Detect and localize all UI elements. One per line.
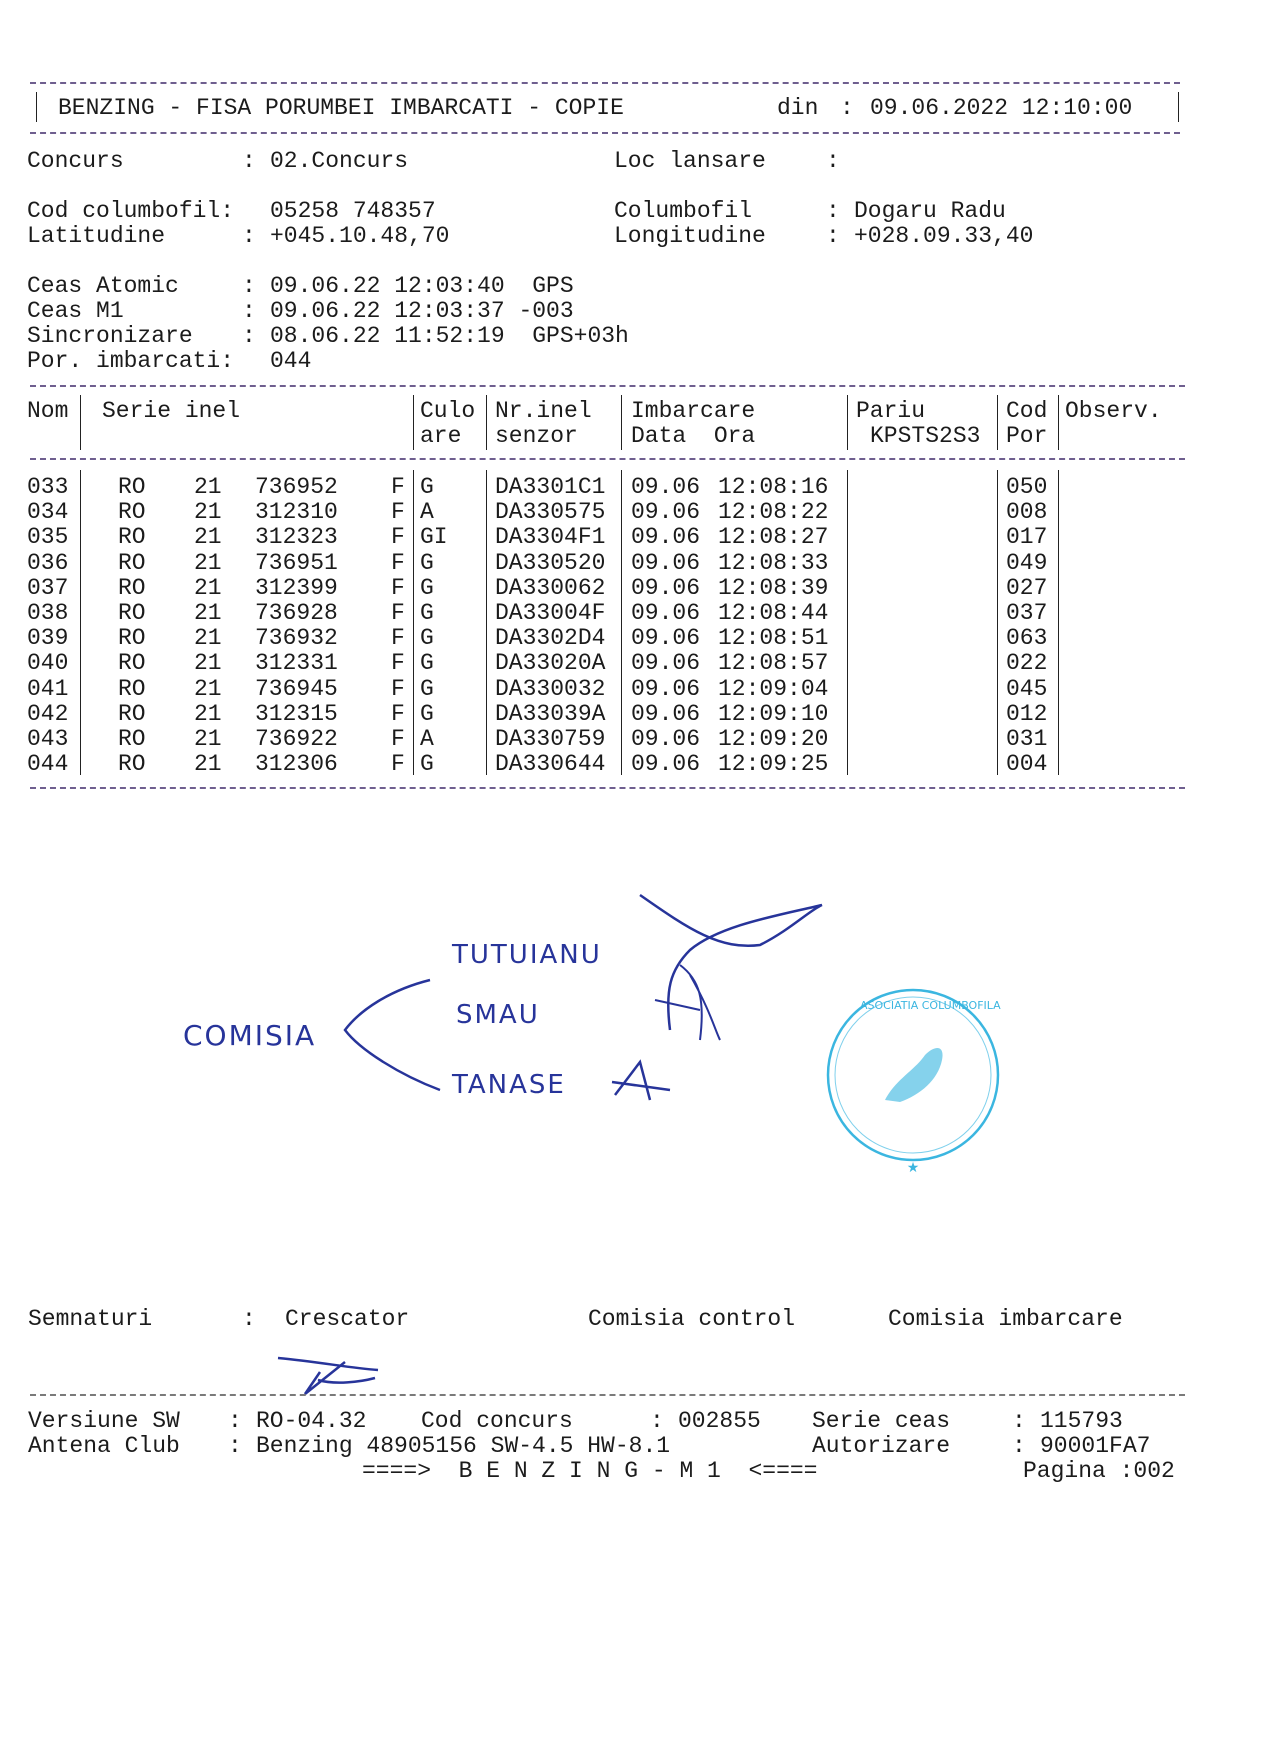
handwritten-comisia: COMISIA <box>183 1019 317 1052</box>
longitudine-label: Longitudine <box>614 223 766 249</box>
cell-nom: 040 <box>27 650 69 677</box>
signature-scribble-2 <box>655 965 720 1040</box>
cell-cod: 031 <box>1006 726 1048 752</box>
versiune-label: Versiune SW <box>28 1408 180 1434</box>
cell-nom: 038 <box>27 600 69 626</box>
cell-cod: 063 <box>1006 625 1048 652</box>
cell-time: 12:09:25 <box>718 751 829 778</box>
latitudine-label: Latitudine <box>27 223 166 249</box>
longitudine-colon: : <box>826 223 840 249</box>
cell-sex: F <box>391 726 405 752</box>
cod-columbofil-value: 05258 748357 <box>270 198 436 224</box>
cell-date: 09.06 <box>631 474 701 500</box>
cell-sensor: DA33020A <box>495 650 606 677</box>
concurs-value: 02.Concurs <box>270 148 409 174</box>
cell-sensor: DA3301C1 <box>495 474 606 500</box>
cell-time: 12:08:57 <box>718 650 829 677</box>
autorizare-colon: : <box>1012 1433 1026 1459</box>
sincronizare-value: 08.06.22 11:52:19 GPS+03h <box>270 323 629 349</box>
footer-top-border <box>30 1394 1185 1396</box>
cell-year: 21 <box>194 700 222 727</box>
handwritten-name-3: TANASE <box>452 1070 566 1100</box>
col-header-pariu-2: KPSTS2S3 <box>870 423 981 449</box>
cell-country: RO <box>118 675 146 702</box>
cell-time: 12:08:51 <box>718 625 829 652</box>
semnaturi-colon: : <box>242 1306 256 1332</box>
header-date-value: 09.06.2022 12:10:00 <box>870 95 1133 121</box>
cell-year: 21 <box>194 675 222 702</box>
cell-sex: F <box>391 650 405 677</box>
handwritten-name-1: TUTUIANU <box>452 940 602 970</box>
cell-year: 21 <box>194 549 222 576</box>
latitudine-value: +045.10.48,70 <box>270 223 450 249</box>
bracket-stroke <box>345 980 440 1090</box>
cell-sex: F <box>391 474 405 500</box>
signature-scribble-3 <box>612 1062 670 1100</box>
crescator-signature <box>278 1358 378 1394</box>
cell-cod: 050 <box>1006 474 1048 500</box>
sincronizare-colon: : <box>242 323 256 349</box>
serie-ceas-label: Serie ceas <box>812 1408 951 1434</box>
cell-date: 09.06 <box>631 549 701 576</box>
loc-lansare-colon: : <box>826 148 840 174</box>
cell-nom: 041 <box>27 675 69 702</box>
cell-country: RO <box>118 524 146 551</box>
cell-sensor: DA330520 <box>495 549 606 576</box>
latitudine-colon: : <box>242 223 256 249</box>
cell-nom: 044 <box>27 751 69 778</box>
cell-color: G <box>420 474 434 500</box>
col-header-nom: Nom <box>27 398 69 424</box>
cell-cod: 027 <box>1006 574 1048 601</box>
cell-sensor: DA330032 <box>495 675 606 702</box>
cell-sensor: DA33004F <box>495 600 606 626</box>
autorizare-label: Autorizare <box>812 1433 951 1459</box>
cell-color: G <box>420 549 434 576</box>
cell-sex: F <box>391 700 405 727</box>
cell-color: G <box>420 751 434 778</box>
col-header-culo-1: Culo <box>420 398 476 424</box>
ceas-m1-value: 09.06.22 12:03:37 -003 <box>270 298 574 324</box>
cell-country: RO <box>118 549 146 576</box>
cell-year: 21 <box>194 524 222 551</box>
columbofil-colon: : <box>826 198 840 224</box>
cell-date: 09.06 <box>631 600 701 626</box>
concurs-label: Concurs <box>27 148 124 174</box>
antena-value: Benzing 48905156 SW-4.5 HW-8.1 <box>256 1433 671 1459</box>
brand-line: ====> B E N Z I N G - M 1 <==== <box>362 1458 818 1484</box>
cell-cod: 008 <box>1006 499 1048 526</box>
versiune-colon: : <box>228 1408 242 1434</box>
cell-date: 09.06 <box>631 499 701 526</box>
versiune-value: RO-04.32 <box>256 1408 367 1434</box>
cell-nom: 033 <box>27 474 69 500</box>
cell-color: A <box>420 499 434 526</box>
cell-year: 21 <box>194 726 222 752</box>
cell-sensor: DA3304F1 <box>495 524 606 551</box>
cell-cod: 012 <box>1006 700 1048 727</box>
por-imbarcati-label: Por. imbarcati: <box>27 348 235 374</box>
cell-color: G <box>420 600 434 626</box>
cell-year: 21 <box>194 600 222 626</box>
cell-color: G <box>420 625 434 652</box>
cell-year: 21 <box>194 574 222 601</box>
cell-date: 09.06 <box>631 675 701 702</box>
cell-time: 12:08:16 <box>718 474 829 500</box>
cell-nom: 037 <box>27 574 69 601</box>
col-header-nrinel-1: Nr.inel <box>495 398 592 424</box>
cell-date: 09.06 <box>631 625 701 652</box>
cell-year: 21 <box>194 751 222 778</box>
cell-country: RO <box>118 650 146 677</box>
cell-country: RO <box>118 726 146 752</box>
antena-colon: : <box>228 1433 242 1459</box>
signature-scribble-1 <box>640 895 822 1030</box>
cell-time: 12:08:44 <box>718 600 829 626</box>
cell-time: 12:09:10 <box>718 700 829 727</box>
cell-color: G <box>420 700 434 727</box>
ceas-m1-label: Ceas M1 <box>27 298 124 324</box>
cell-sensor: DA330644 <box>495 751 606 778</box>
cell-sex: F <box>391 600 405 626</box>
cell-color: G <box>420 675 434 702</box>
cell-date: 09.06 <box>631 524 701 551</box>
cell-country: RO <box>118 700 146 727</box>
cell-date: 09.06 <box>631 751 701 778</box>
crescator-label: Crescator <box>285 1306 410 1332</box>
cell-nom: 036 <box>27 549 69 576</box>
serie-ceas-value: 115793 <box>1040 1408 1123 1434</box>
cell-year: 21 <box>194 650 222 677</box>
cell-nom: 043 <box>27 726 69 752</box>
cell-ring: 736952 <box>255 474 338 500</box>
cell-time: 12:08:39 <box>718 574 829 601</box>
cod-columbofil-label: Cod columbofil: <box>27 198 235 224</box>
cell-cod: 049 <box>1006 549 1048 576</box>
header-date-label: din <box>777 95 819 121</box>
cell-time: 12:08:33 <box>718 549 829 576</box>
cell-sex: F <box>391 574 405 601</box>
cell-nom: 034 <box>27 499 69 526</box>
columbofil-value: Dogaru Radu <box>854 198 1006 224</box>
cell-time: 12:09:20 <box>718 726 829 752</box>
cell-color: G <box>420 574 434 601</box>
col-header-imbarcare-1: Imbarcare <box>631 398 756 424</box>
cell-country: RO <box>118 751 146 778</box>
cod-concurs-label: Cod concurs <box>421 1408 573 1434</box>
cell-ring: 312331 <box>255 650 338 677</box>
ceas-m1-colon: : <box>242 298 256 324</box>
ceas-atomic-value: 09.06.22 12:03:40 GPS <box>270 273 574 299</box>
col-header-observ: Observ. <box>1065 398 1162 424</box>
col-header-culo-2: are <box>420 423 462 449</box>
cell-country: RO <box>118 600 146 626</box>
ceas-atomic-colon: : <box>242 273 256 299</box>
cell-date: 09.06 <box>631 726 701 752</box>
document-title: BENZING - FISA PORUMBEI IMBARCATI - COPIE <box>58 95 624 121</box>
cell-sex: F <box>391 751 405 778</box>
cell-country: RO <box>118 574 146 601</box>
col-header-cod-2: Por <box>1006 423 1048 449</box>
cell-ring: 312310 <box>255 499 338 526</box>
stamp-text: ASOCIATIA COLUMBOFILA <box>860 999 1001 1012</box>
cell-sex: F <box>391 549 405 576</box>
cell-ring: 312315 <box>255 700 338 727</box>
cell-color: A <box>420 726 434 752</box>
cell-nom: 035 <box>27 524 69 551</box>
comisia-control-label: Comisia control <box>588 1306 796 1332</box>
header-date-colon: : <box>840 95 854 121</box>
cell-sex: F <box>391 499 405 526</box>
cell-country: RO <box>118 474 146 500</box>
cell-time: 12:08:22 <box>718 499 829 526</box>
columbofil-label: Columbofil <box>614 198 753 224</box>
cell-cod: 045 <box>1006 675 1048 702</box>
cell-ring: 736945 <box>255 675 338 702</box>
cell-date: 09.06 <box>631 700 701 727</box>
cod-concurs-colon: : <box>650 1408 664 1434</box>
cell-sensor: DA330575 <box>495 499 606 526</box>
cell-year: 21 <box>194 625 222 652</box>
cell-sensor: DA3302D4 <box>495 625 606 652</box>
antena-label: Antena Club <box>28 1433 180 1459</box>
autorizare-value: 90001FA7 <box>1040 1433 1151 1459</box>
col-header-nrinel-2: senzor <box>495 423 578 449</box>
cell-date: 09.06 <box>631 650 701 677</box>
por-imbarcati-value: 044 <box>270 348 312 374</box>
page-number: Pagina :002 <box>1023 1458 1175 1484</box>
cell-cod: 022 <box>1006 650 1048 677</box>
cell-cod: 037 <box>1006 600 1048 626</box>
cell-color: GI <box>420 524 448 551</box>
cell-sensor: DA330062 <box>495 574 606 601</box>
cell-nom: 039 <box>27 625 69 652</box>
cell-time: 12:08:27 <box>718 524 829 551</box>
sincronizare-label: Sincronizare <box>27 323 193 349</box>
col-header-serie: Serie inel <box>102 398 241 424</box>
cell-nom: 042 <box>27 700 69 727</box>
cell-time: 12:09:04 <box>718 675 829 702</box>
cell-ring: 736928 <box>255 600 338 626</box>
cell-date: 09.06 <box>631 574 701 601</box>
cell-sex: F <box>391 524 405 551</box>
cod-columbofil-label-text: Cod columbofil <box>27 198 221 224</box>
cell-sex: F <box>391 625 405 652</box>
svg-text:★: ★ <box>906 1160 920 1176</box>
cell-cod: 017 <box>1006 524 1048 551</box>
cell-year: 21 <box>194 499 222 526</box>
ceas-atomic-label: Ceas Atomic <box>27 273 179 299</box>
cell-ring: 312306 <box>255 751 338 778</box>
cell-sensor: DA330759 <box>495 726 606 752</box>
cod-concurs-value: 002855 <box>678 1408 761 1434</box>
concurs-colon: : <box>242 148 256 174</box>
cell-ring: 736922 <box>255 726 338 752</box>
cell-ring: 312399 <box>255 574 338 601</box>
cell-ring: 736932 <box>255 625 338 652</box>
cell-sensor: DA33039A <box>495 700 606 727</box>
club-stamp <box>828 990 998 1176</box>
por-imbarcati-label-text: Por. imbarcati <box>27 348 221 374</box>
cell-color: G <box>420 650 434 677</box>
col-header-cod-1: Cod <box>1006 398 1048 424</box>
col-header-imbarcare-2: Data Ora <box>631 423 756 449</box>
col-header-pariu-1: Pariu <box>856 398 926 424</box>
handwritten-name-2: SMAU <box>456 1000 540 1030</box>
cell-ring: 312323 <box>255 524 338 551</box>
cell-country: RO <box>118 499 146 526</box>
cell-cod: 004 <box>1006 751 1048 778</box>
semnaturi-label: Semnaturi <box>28 1306 153 1332</box>
cell-year: 21 <box>194 474 222 500</box>
loc-lansare-label: Loc lansare <box>614 148 766 174</box>
cell-sex: F <box>391 675 405 702</box>
cell-country: RO <box>118 625 146 652</box>
longitudine-value: +028.09.33,40 <box>854 223 1034 249</box>
cell-ring: 736951 <box>255 549 338 576</box>
serie-ceas-colon: : <box>1012 1408 1026 1434</box>
comisia-imbarcare-label: Comisia imbarcare <box>888 1306 1123 1332</box>
